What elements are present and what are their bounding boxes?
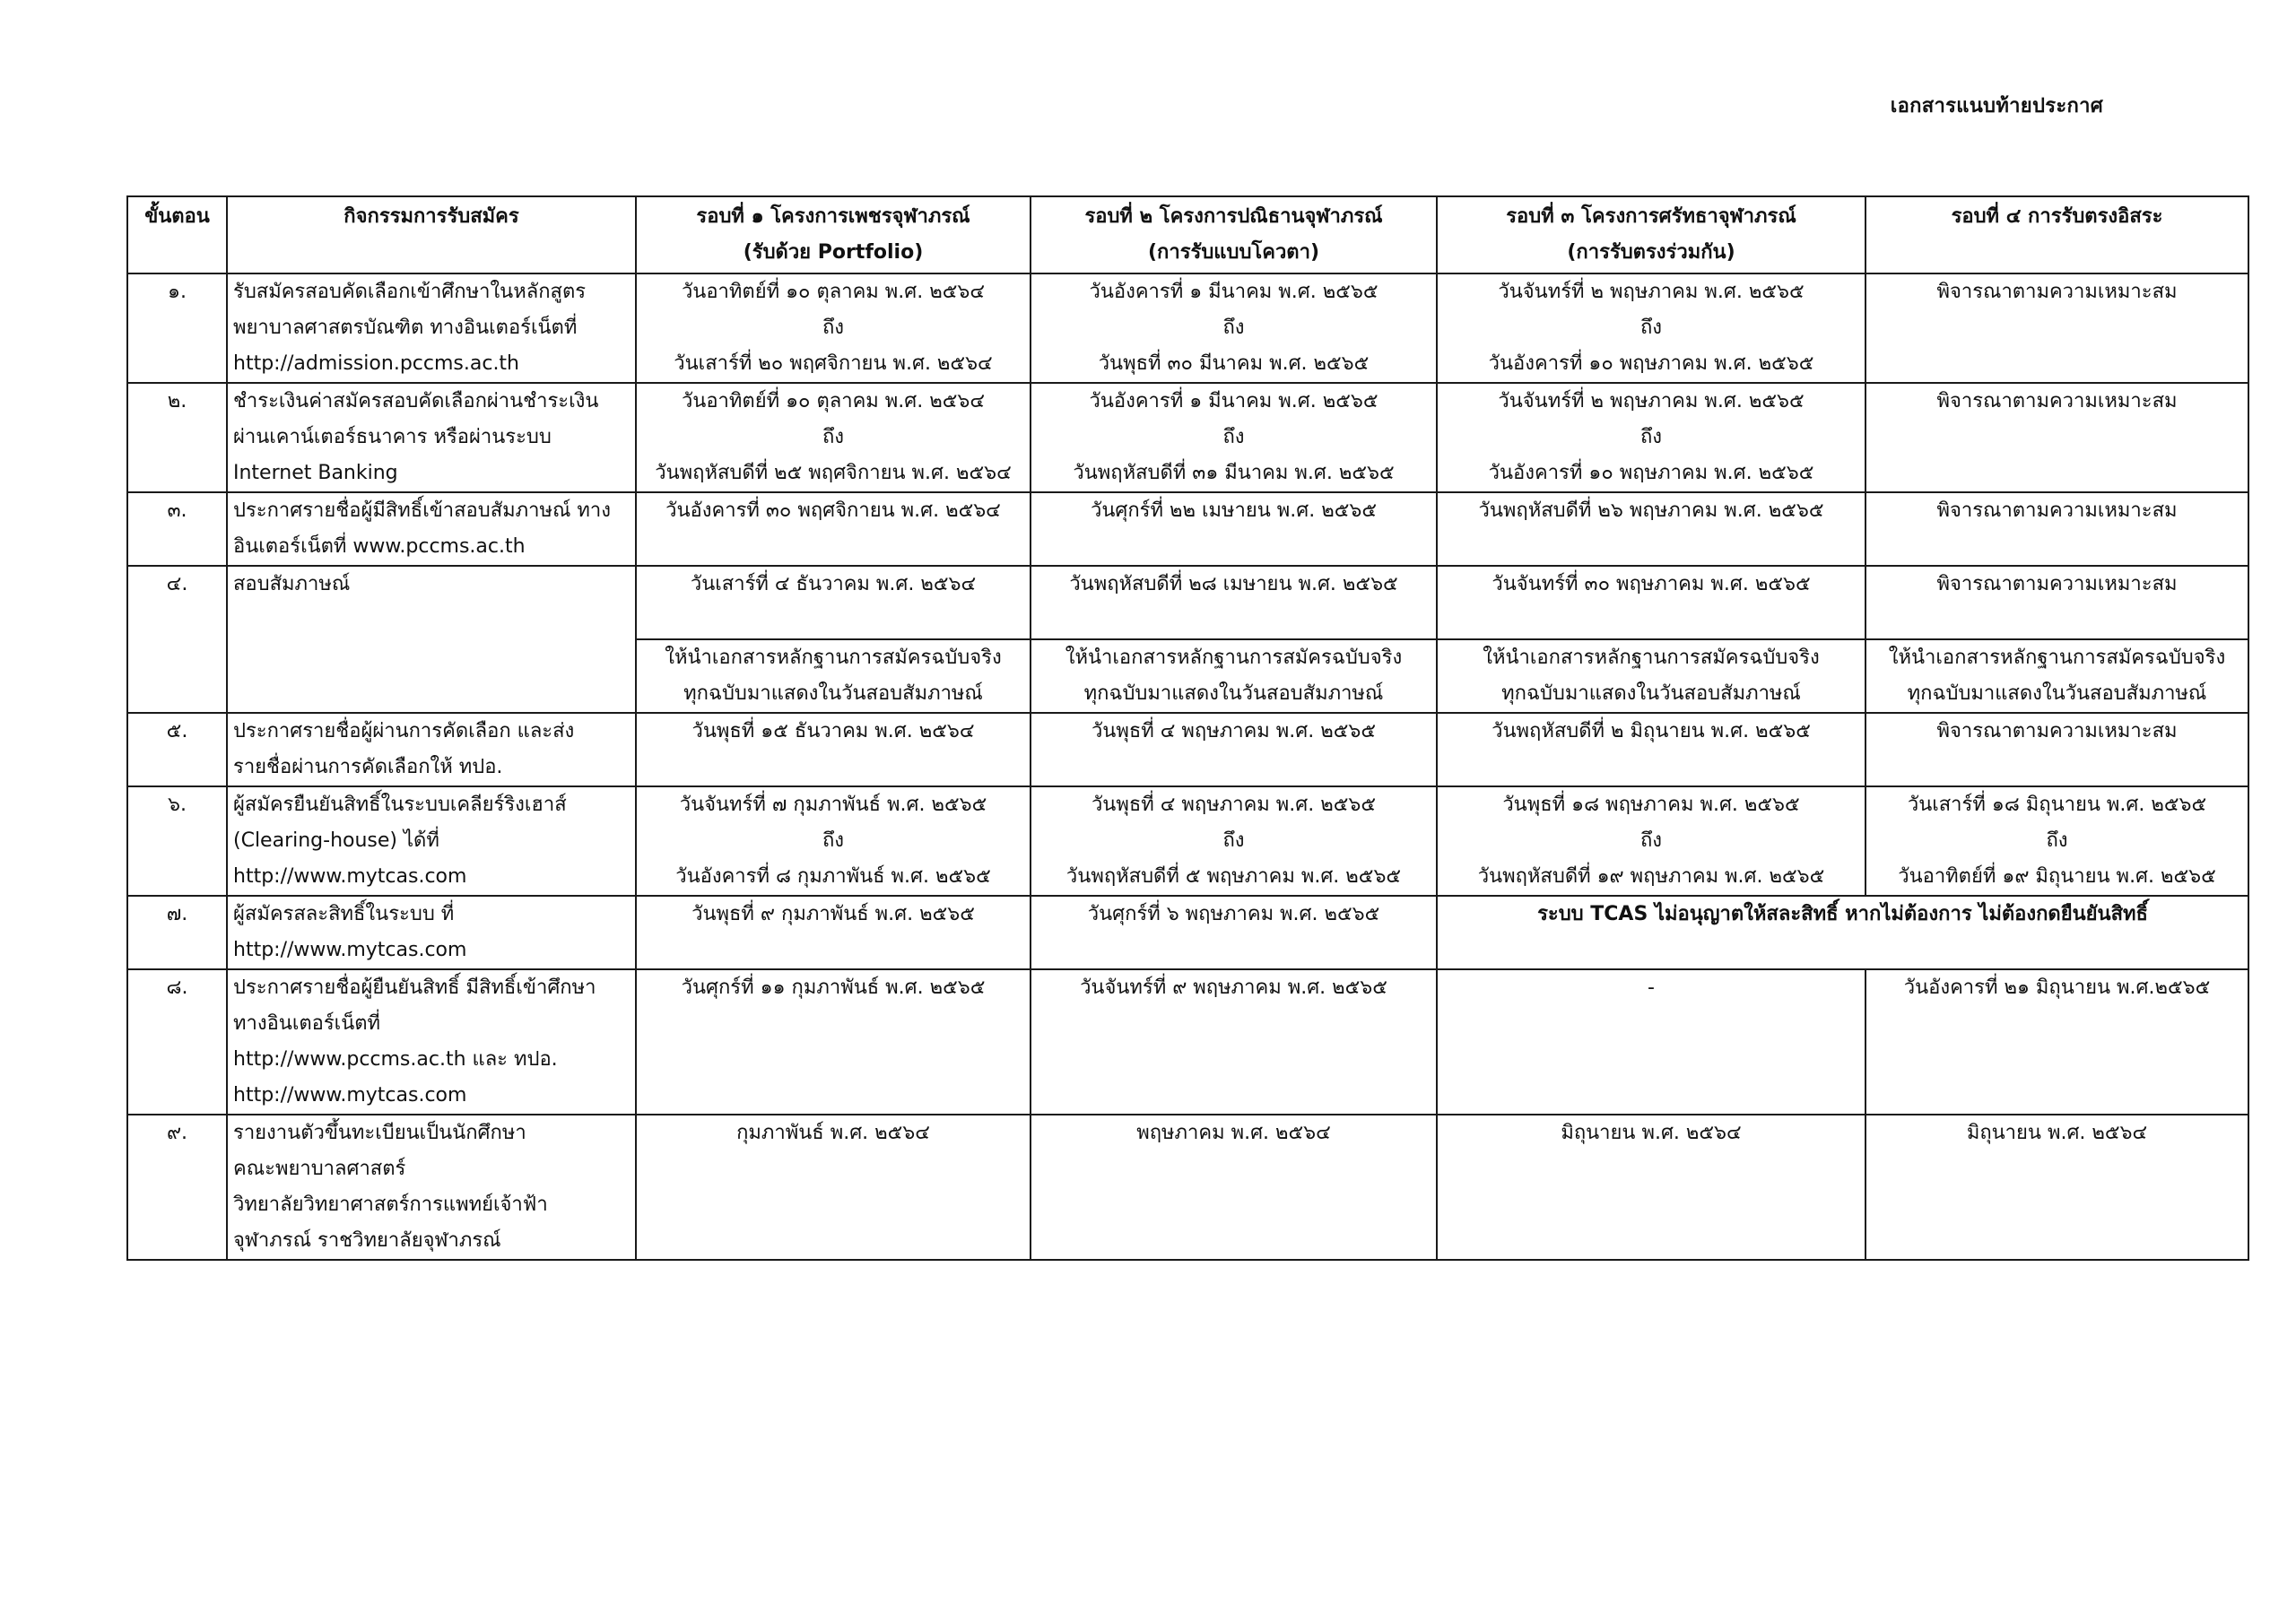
round-3-date [1437,492,1866,566]
round-3-date [1437,713,1866,786]
cell-line: วันจันทร์ที่ ๗ กุมภาพันธ์ พ.ศ. ๒๕๖๕ [679,794,987,816]
cell-line: พิจารณาตามความเหมาะสม [1936,720,2178,742]
cell-line: วันจันทร์ที่ ๙ พฤษภาคม พ.ศ. ๒๕๖๕ [1080,976,1387,999]
cell-line: อินเตอร์เน็ตที่ www.pccms.ac.th [233,535,526,558]
cell-line: วันพฤหัสบดีที่ ๑๙ พฤษภาคม พ.ศ. ๒๕๖๕ [1477,865,1825,888]
round-4-date [1866,969,2248,1115]
cell-line: ถึง [2046,829,2068,852]
cell-line: พิจารณาตามความเหมาะสม [1936,281,2178,303]
cell-line: ทุกฉบับมาแสดงในวันสอบสัมภาษณ์ [1083,682,1384,705]
cell-line: http://www.mytcas.com [233,939,467,961]
cell-line: วันพุธที่ ๑๕ ธันวาคม พ.ศ. ๒๕๖๔ [691,720,975,742]
round-2-date [1031,713,1437,786]
round-2-date [1031,383,1437,492]
round-4-note [1866,639,2248,713]
cell-line: ถึง [1639,829,1663,852]
cell-line: วันเสาร์ที่ ๔ ธันวาคม พ.ศ. ๒๕๖๔ [690,573,977,595]
round-4-date [1866,383,2248,492]
step-number: ๙. [127,1115,227,1260]
cell-line: สอบสัมภาษณ์ [233,573,351,595]
cell-line: วันพุธที่ ๔ พฤษภาคม พ.ศ. ๒๕๖๕ [1091,720,1377,742]
round-2-date [1031,566,1437,639]
cell-line: วันเสาร์ที่ ๑๘ มิถุนายน พ.ศ. ๒๕๖๕ [1907,794,2207,816]
cell-line: ประกาศรายชื่อผู้ผ่านการคัดเลือก และส่ง [233,720,575,742]
cell-line: Internet Banking [233,462,398,484]
step-number: ๕. [127,713,227,786]
cell-line: วิทยาลัยวิทยาศาสตร์การแพทย์เจ้าฟ้า [233,1193,548,1216]
round-1-date [636,969,1031,1115]
cell-line: ให้นำเอกสารหลักฐานการสมัครฉบับจริง [1065,647,1403,669]
cell-line: วันอังคารที่ ๒๑ มิถุนายน พ.ศ.๒๕๖๕ [1903,976,2211,999]
step-number: ๑. [127,273,227,383]
cell-line: ผู้สมัครสละสิทธิ์ในระบบ ที่ [233,903,455,925]
cell-line: พิจารณาตามความเหมาะสม [1936,390,2178,412]
round-4-date [1866,273,2248,383]
header-activity: กิจกรรมการรับสมัคร [227,196,636,273]
cell-line: ให้นำเอกสารหลักฐานการสมัครฉบับจริง [665,647,1002,669]
cell-line: ผู้สมัครยืนยันสิทธิ์ในระบบเคลียร์ริงเฮาส์ [233,794,567,816]
cell-line: ถึง [1222,829,1245,852]
step-number: ๗. [127,896,227,969]
cell-line: วันอาทิตย์ที่ ๑๐ ตุลาคม พ.ศ. ๒๕๖๔ [681,281,986,303]
table-row [127,786,2248,896]
activity-description [227,786,636,896]
cell-line: รับสมัครสอบคัดเลือกเข้าศึกษาในหลักสูตร [233,281,587,303]
cell-line: http://admission.pccms.ac.th [233,352,519,375]
round-1-date [636,566,1031,639]
cell-line: รายงานตัวขึ้นทะเบียนเป็นนักศึกษา [233,1122,526,1144]
cell-line: วันอังคารที่ ๑๐ พฤษภาคม พ.ศ. ๒๕๖๕ [1488,352,1814,375]
cell-line: วันพฤหัสบดีที่ ๒๖ พฤษภาคม พ.ศ. ๒๕๖๕ [1478,499,1824,522]
round-2-date [1031,786,1437,896]
step-number: ๓. [127,492,227,566]
round-2-date [1031,492,1437,566]
cell-line: วันอังคารที่ ๑ มีนาคม พ.ศ. ๒๕๖๕ [1089,281,1378,303]
round-2-date [1031,896,1437,969]
cell-line: วันอังคารที่ ๑ มีนาคม พ.ศ. ๒๕๖๕ [1089,390,1378,412]
cell-line: http://www.pccms.ac.th และ ทปอ. [233,1048,558,1071]
cell-line: ถึง [1222,426,1245,448]
cell-line: ถึง [1639,426,1663,448]
round-3-date [1437,1115,1866,1260]
cell-line: ให้นำเอกสารหลักฐานการสมัครฉบับจริง [1888,647,2226,669]
cell-line: มิถุนายน พ.ศ. ๒๕๖๔ [1966,1122,2148,1144]
cell-line: วันพฤหัสบดีที่ ๕ พฤษภาคม พ.ศ. ๒๕๖๕ [1065,865,1402,888]
cell-line: วันพุธที่ ๙ กุมภาพันธ์ พ.ศ. ๒๕๖๕ [691,903,975,925]
header-round-1: รอบที่ ๑ โครงการเพชรจุฬาภรณ์ (รับด้วย Portfolio) [636,196,1031,273]
header-round-4: รอบที่ ๔ การรับตรงอิสระ [1866,196,2248,273]
cell-line: คณะพยาบาลศาสตร์ [233,1158,406,1180]
cell-line: วันพฤหัสบดีที่ ๒ มิถุนายน พ.ศ. ๒๕๖๕ [1492,720,1811,742]
round-1-date [636,1115,1031,1260]
round-3-date [1437,383,1866,492]
cell-line: ประกาศรายชื่อผู้ยืนยันสิทธิ์ มีสิทธิ์เข้าศึกษา [233,976,596,999]
round-2-date [1031,969,1437,1115]
round-3-date [1437,273,1866,383]
cell-line: พิจารณาตามความเหมาะสม [1936,573,2178,595]
round-1-date [636,383,1031,492]
activity-description [227,492,636,566]
cell-line: กุมภาพันธ์ พ.ศ. ๒๕๖๔ [736,1122,930,1144]
header-step: ขั้นตอน [127,196,227,273]
table-row [127,969,2248,1115]
table-row [127,383,2248,492]
table-row [127,566,2248,639]
table-header-row [127,196,2248,273]
round-2-date [1031,1115,1437,1260]
cell-line: มิถุนายน พ.ศ. ๒๕๖๔ [1561,1122,1742,1144]
round-4-date [1866,786,2248,896]
cell-line: (Clearing-house) ได้ที่ [233,829,439,852]
round-1-date [636,713,1031,786]
step-number: ๒. [127,383,227,492]
activity-description [227,1115,636,1260]
step-number: ๖. [127,786,227,896]
cell-line: วันพุธที่ ๔ พฤษภาคม พ.ศ. ๒๕๖๕ [1091,794,1377,816]
step-number: ๘. [127,969,227,1115]
cell-line: ถึง [822,426,845,448]
cell-line: ประกาศรายชื่อผู้มีสิทธิ์เข้าสอบสัมภาษณ์ ทาง [233,499,611,522]
cell-line: วันพฤหัสบดีที่ ๒๕ พฤศจิกายน พ.ศ. ๒๕๖๔ [655,462,1012,484]
cell-line: วันจันทร์ที่ ๒ พฤษภาคม พ.ศ. ๒๕๖๕ [1498,390,1805,412]
cell-line: พิจารณาตามความเหมาะสม [1936,499,2178,522]
activity-description [227,969,636,1115]
header-round-3: รอบที่ ๓ โครงการศรัทธาจุฬาภรณ์ (การรับตรงร่วมกัน) [1437,196,1866,273]
round-2-note [1031,639,1437,713]
cell-line: วันจันทร์ที่ ๓๐ พฤษภาคม พ.ศ. ๒๕๖๕ [1492,573,1811,595]
cell-line: ถึง [822,317,845,339]
cell-line: วันพฤหัสบดีที่ ๒๘ เมษายน พ.ศ. ๒๕๖๕ [1069,573,1398,595]
cell-line: ทุกฉบับมาแสดงในวันสอบสัมภาษณ์ [1907,682,2207,705]
activity-description [227,713,636,786]
cell-line: พยาบาลศาสตรบัณฑิต ทางอินเตอร์เน็ตที่ [233,317,578,339]
cell-line: วันพุธที่ ๑๘ พฤษภาคม พ.ศ. ๒๕๖๕ [1502,794,1800,816]
round-4-date [1866,566,2248,639]
cell-line: วันจันทร์ที่ ๒ พฤษภาคม พ.ศ. ๒๕๖๕ [1498,281,1805,303]
cell-line: วันเสาร์ที่ ๒๐ พฤศจิกายน พ.ศ. ๒๕๖๔ [674,352,993,375]
round-3-note [1437,639,1866,713]
step-number: ๔. [127,566,227,713]
cell-line: ทุกฉบับมาแสดงในวันสอบสัมภาษณ์ [683,682,983,705]
cell-line: http://www.mytcas.com [233,1084,467,1107]
document-header-note: เอกสารแนบท้ายประกาศ [1890,95,2103,117]
cell-line: วันอังคารที่ ๘ กุมภาพันธ์ พ.ศ. ๒๕๖๕ [675,865,991,888]
cell-line: วันพุธที่ ๓๐ มีนาคม พ.ศ. ๒๕๖๕ [1098,352,1370,375]
round-4-date [1866,492,2248,566]
table-row [127,896,2248,969]
cell-line: วันอังคารที่ ๑๐ พฤษภาคม พ.ศ. ๒๕๖๕ [1488,462,1814,484]
cell-line: วันอาทิตย์ที่ ๑๐ ตุลาคม พ.ศ. ๒๕๖๔ [681,390,986,412]
round-1-date [636,896,1031,969]
activity-description [227,896,636,969]
cell-line: วันอาทิตย์ที่ ๑๙ มิถุนายน พ.ศ. ๒๕๖๕ [1898,865,2216,888]
activity-description [227,566,636,713]
cell-line: ทางอินเตอร์เน็ตที่ [233,1012,381,1035]
cell-line: รายชื่อผ่านการคัดเลือกให้ ทปอ. [233,756,503,778]
cell-line: ชำระเงินค่าสมัครสอบคัดเลือกผ่านชำระเงิน [233,390,599,412]
round-3-date [1437,566,1866,639]
round-3-date [1437,969,1866,1115]
cell-line: ทุกฉบับมาแสดงในวันสอบสัมภาษณ์ [1501,682,1801,705]
cell-line: ผ่านเคาน์เตอร์ธนาคาร หรือผ่านระบบ [233,426,552,448]
activity-description [227,383,636,492]
table-body [127,273,2248,1260]
admission-schedule-table [126,195,2249,1261]
table-row [127,273,2248,383]
cell-line: วันศุกร์ที่ ๒๒ เมษายน พ.ศ. ๒๕๖๕ [1091,499,1377,522]
cell-line: วันอังคารที่ ๓๐ พฤศจิกายน พ.ศ. ๒๕๖๔ [665,499,1001,522]
table-row [127,713,2248,786]
round-1-date [636,786,1031,896]
cell-line: วันศุกร์ที่ ๑๑ กุมภาพันธ์ พ.ศ. ๒๕๖๕ [681,976,986,999]
cell-line: วันศุกร์ที่ ๖ พฤษภาคม พ.ศ. ๒๕๖๕ [1087,903,1380,925]
cell-line: http://www.mytcas.com [233,865,467,888]
round-1-date [636,273,1031,383]
cell-line: พฤษภาคม พ.ศ. ๒๕๖๔ [1136,1122,1331,1144]
round-3-4-merged-note: ระบบ TCAS ไม่อนุญาตให้สละสิทธิ์ หากไม่ต้องการ ไม่ต้องกดยืนยันสิทธิ์ [1437,896,2248,969]
header-round-2: รอบที่ ๒ โครงการปณิธานจุฬาภรณ์ (การรับแบบโควตา) [1031,196,1437,273]
table-row [127,1115,2248,1260]
round-1-date [636,492,1031,566]
cell-line: ถึง [1222,317,1245,339]
activity-description [227,273,636,383]
table-row [127,492,2248,566]
cell-line: ถึง [822,829,845,852]
round-3-date [1437,786,1866,896]
cell-line: ให้นำเอกสารหลักฐานการสมัครฉบับจริง [1483,647,1820,669]
cell-line: วันพฤหัสบดีที่ ๓๑ มีนาคม พ.ศ. ๒๕๖๕ [1073,462,1395,484]
round-4-date [1866,1115,2248,1260]
round-4-date [1866,713,2248,786]
cell-line: จุฬาภรณ์ ราชวิทยาลัยจุฬาภรณ์ [233,1229,501,1252]
round-1-note [636,639,1031,713]
round-2-date [1031,273,1437,383]
cell-line: ถึง [1639,317,1663,339]
cell-line: - [1648,976,1655,999]
